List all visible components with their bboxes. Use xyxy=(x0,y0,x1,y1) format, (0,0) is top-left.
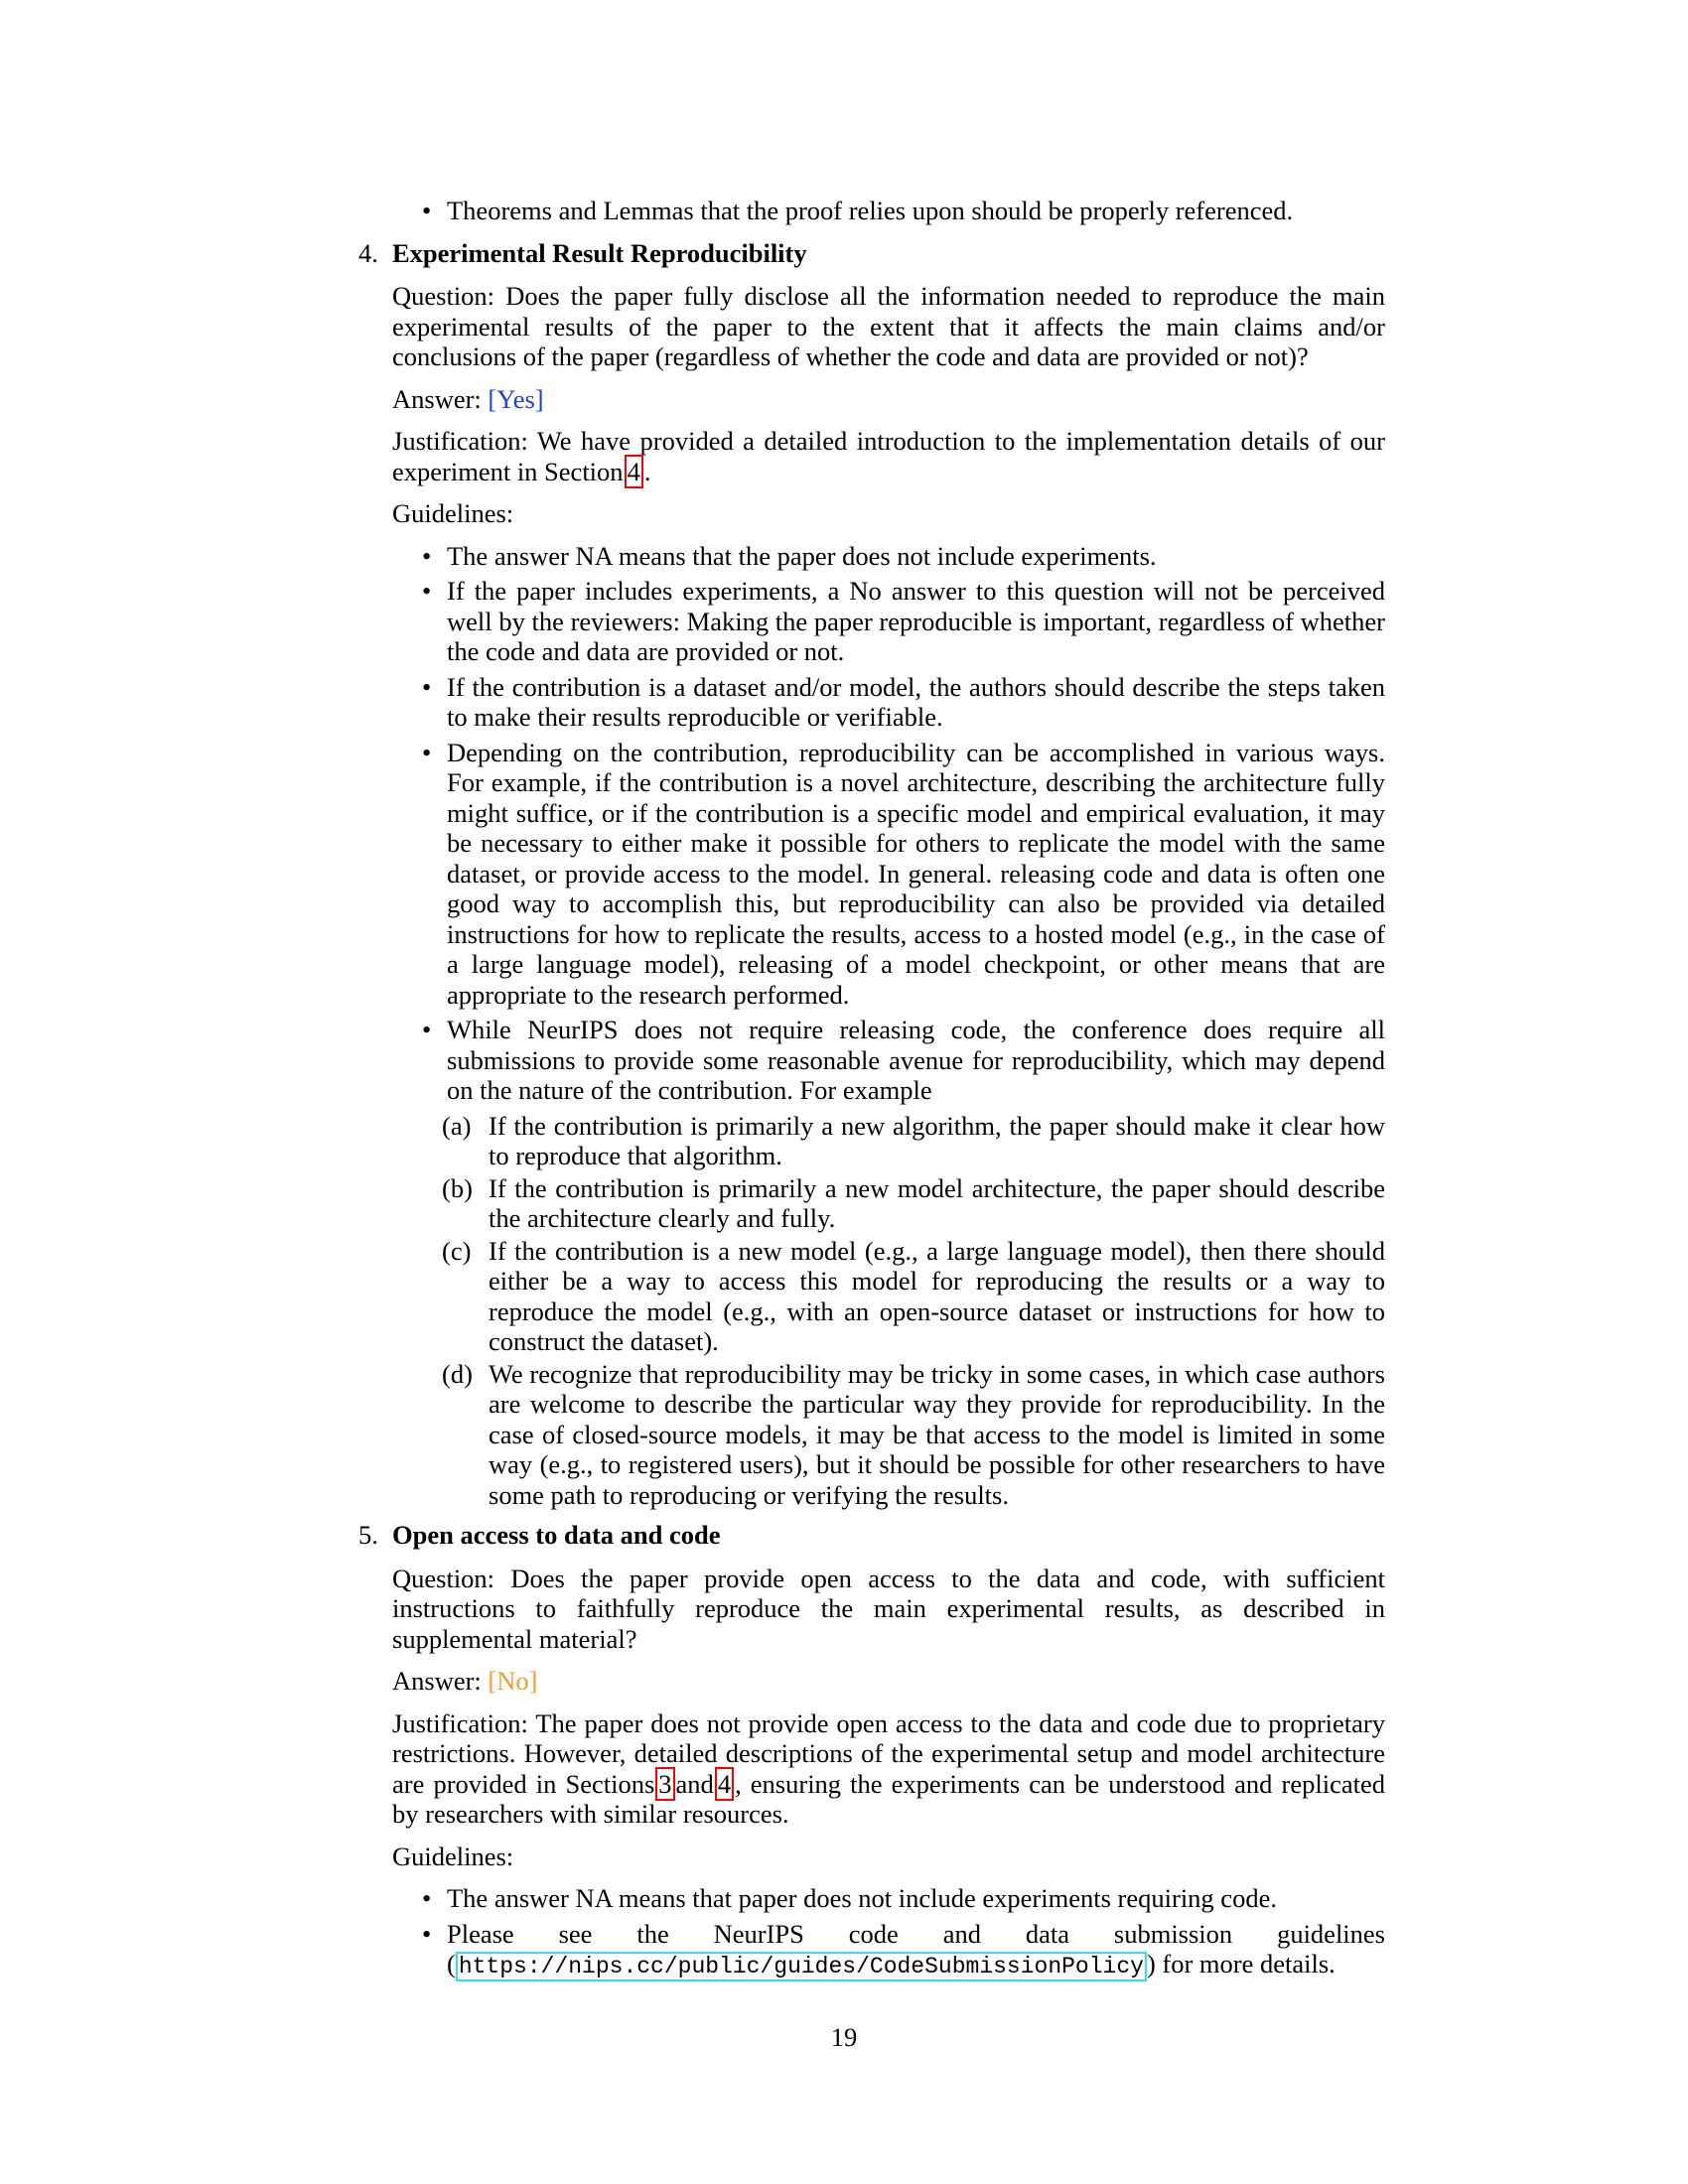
list-item: • The answer NA means that paper does not include experiments requiring code. xyxy=(422,1883,1277,1913)
answer-line xyxy=(392,1666,1385,1697)
justification-text: Justification: We have provided a detailed introduction to the implementation details of our experiment in Section 4 . xyxy=(392,426,1385,486)
list-item: • The answer NA means that the paper does not include experiments. xyxy=(422,540,1157,571)
answer-value: [Yes] xyxy=(488,383,544,414)
submission-policy-link[interactable]: https://nips.cc/public/guides/CodeSubmissionPolicy xyxy=(456,1952,1147,1981)
section-heading xyxy=(358,1520,1385,1551)
list-item: • If the paper includes experiments, a No answer to this question will not be perceived well by the reviewers: Making the paper reproducible is important, regardless of whether the code and data are provided or not. xyxy=(422,576,1385,666)
section-number: 4. xyxy=(358,237,378,268)
sub-item-label: (d) xyxy=(442,1358,473,1389)
sub-item-label: (b) xyxy=(442,1172,473,1203)
list-item: • If the contribution is a dataset and/or model, the authors should describe the steps taken to make their results reproducible or verifiable. xyxy=(422,671,1385,732)
list-item: • Depending on the contribution, reproducibility can be accomplished in various ways. For example, if the contribution is a novel architecture, describing the architecture fully might suffice, or if the contribution is a specific model and empirical evaluation, it may be necessary to either make it possible for others to replicate the model with the same dataset, or provide access to the model. In general. releasing code and data is often one good way to accomplish this, but reproducibility can also be provided via detailed instructions for how to replicate the results, access to a hosted model (e.g., in the case of a large language model), releasing of a model checkpoint, or other means that are appropriate to the research performed. xyxy=(422,737,1385,1010)
bullet-icon: • xyxy=(422,671,432,702)
section-title: Experimental Result Reproducibility xyxy=(392,237,807,268)
question-text: Question: Does the paper provide open access to the data and code, with sufficient instructions to faithfully reproduce the main experimental results, as described in supplemental material? xyxy=(392,1563,1385,1654)
bullet-icon: • xyxy=(422,576,432,606)
bullet-icon: • xyxy=(422,196,432,225)
sub-item: (a) If the contribution is primarily a new algorithm, the paper should make it clear how to reproduce that algorithm. xyxy=(442,1110,1385,1170)
carryover-bullet-list xyxy=(392,196,1385,226)
sub-item: (c) If the contribution is a new model (e.g., a large language model), then there should either be a way to access this model for reproducing the results or a way to reproduce the model (e.g., with an open-source dataset or instructions for how to construct the dataset). xyxy=(442,1235,1385,1356)
answer-line xyxy=(392,384,1385,415)
sub-item-label: (c) xyxy=(442,1235,472,1266)
sub-item: (b) If the contribution is primarily a new model architecture, the paper should describe the architecture clearly and fully. xyxy=(442,1172,1385,1233)
answer-label: Answer: xyxy=(392,383,482,414)
bullet-icon: • xyxy=(422,737,432,767)
list-item: • While NeurIPS does not require releasing code, the conference does require all submissions to provide some reasonable avenue for reproducibility, which may depend on the nature of the contribution. For example xyxy=(422,1015,1385,1105)
list-item: • Theorems and Lemmas that the proof relies upon should be properly referenced. xyxy=(422,196,1294,225)
page-number: 19 xyxy=(830,2022,858,2052)
page-content xyxy=(358,196,1385,1987)
section-number: 5. xyxy=(358,1520,378,1550)
section-5 xyxy=(358,1520,1385,1982)
answer-value: [No] xyxy=(488,1666,538,1696)
section-reference-link[interactable]: 4 xyxy=(625,455,643,488)
bullet-icon: • xyxy=(422,1918,432,1949)
question-text: Question: Does the paper fully disclose all the information needed to reproduce the main experimental results of the paper to the extent that it affects the main claims and/or conclusions of the paper (regardless of whether the code and data are provided or not)? xyxy=(392,281,1385,371)
sub-item-list xyxy=(392,1111,1385,1511)
section-title: Open access to data and code xyxy=(392,1520,721,1550)
sub-item-label: (a) xyxy=(442,1110,472,1141)
guidelines-label: Guidelines: xyxy=(392,1841,514,1871)
section-reference-link[interactable]: 3 xyxy=(655,1767,674,1801)
bullet-icon: • xyxy=(422,1015,432,1044)
guidelines-label: Guidelines: xyxy=(392,498,514,528)
list-item: • Please see the NeurIPS code and data submission guidelines ( https://nips.cc/public/guides/CodeSubmissionPolicy ) for more details. xyxy=(422,1918,1385,1979)
section-heading xyxy=(358,237,1385,269)
section-4 xyxy=(358,237,1385,1511)
guidelines-list xyxy=(392,541,1385,1106)
section-reference-link[interactable]: 4 xyxy=(715,1767,734,1801)
bullet-icon: • xyxy=(422,1883,432,1913)
guidelines-list xyxy=(392,1883,1385,1982)
sub-item: (d) We recognize that reproducibility may be tricky in some cases, in which case authors are welcome to describe the particular way they provide for reproducibility. In the case of closed-source models, it may be that access to the model is limited in some way (e.g., to registered users), but it should be possible for other researchers to have some path to reproducing or verifying the results. xyxy=(442,1358,1385,1510)
answer-label: Answer: xyxy=(392,1666,482,1696)
justification-text: Justification: The paper does not provide open access to the data and code due to proprietary restrictions. However, detailed descriptions of the experimental setup and model architecture are provided in Sections 3 and 4 , ensuring the experiments can be understood and replicated by researchers with similar resources. xyxy=(392,1707,1385,1829)
bullet-icon: • xyxy=(422,540,432,571)
